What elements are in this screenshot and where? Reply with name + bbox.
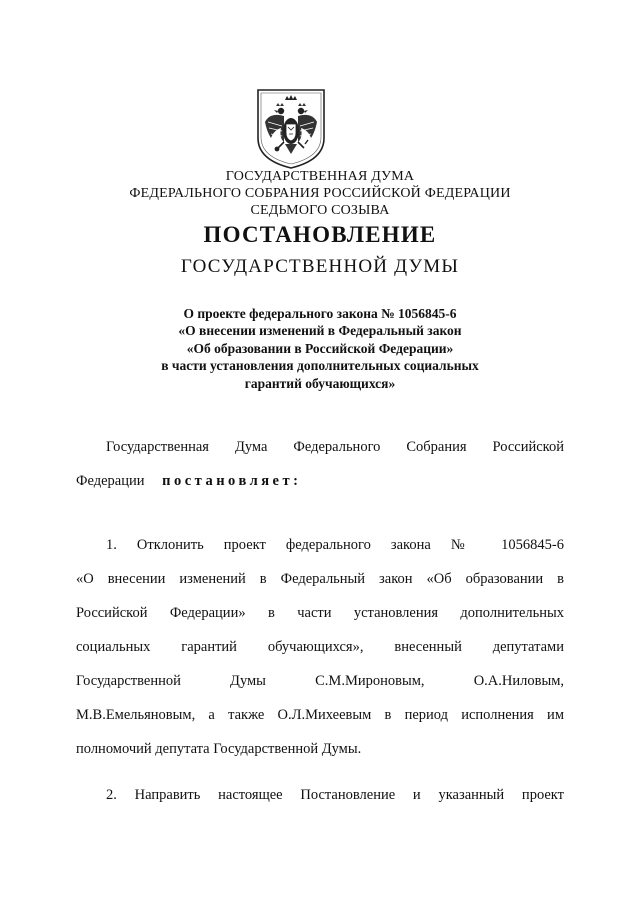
preamble-resolves: постановляет: xyxy=(162,473,302,489)
subject-line-1: О проекте федерального закона № 1056845-6 xyxy=(183,306,457,321)
item-2-line-1: 2. Направить настоящее Постановление и указанный проект xyxy=(106,787,564,803)
item-1-line-5: Государственной Думы С.М.Мироновым, О.А.Ниловым, xyxy=(76,673,564,689)
subject-line-5: гарантий обучающихся» xyxy=(244,375,396,391)
item-1-line-4: социальных гарантий обучающихся», внесенный депутатами xyxy=(76,639,564,655)
item-2-paragraph xyxy=(76,785,564,805)
issuer-line-3: СЕДЬМОГО СОЗЫВА xyxy=(250,203,390,218)
item-1-paragraph xyxy=(76,535,564,759)
document-subtitle: ГОСУДАРСТВЕННОЙ ДУМЫ xyxy=(180,256,460,277)
issuer-line-1: ГОСУДАРСТВЕННАЯ ДУМА xyxy=(225,169,415,184)
item-1-line-2: «О внесении изменений в Федеральный закон «Об образовании в xyxy=(76,571,564,587)
issuer-line-2: ФЕДЕРАЛЬНОГО СОБРАНИЯ РОССИЙСКОЙ ФЕДЕРАЦИИ xyxy=(129,186,511,201)
item-1-line-3: Российской Федерации» в части установления дополнительных xyxy=(76,605,564,621)
subject-line-4: в части установления дополнительных социальных xyxy=(161,358,479,374)
preamble-country: Федерации xyxy=(76,473,145,489)
preamble-line-2 xyxy=(76,471,564,491)
document-title: ПОСТАНОВЛЕНИЕ xyxy=(203,222,437,247)
issuer-header xyxy=(0,168,640,219)
subject-block xyxy=(0,305,640,392)
item-1-line-1: 1. Отклонить проект федерального закона № 1056845-6 xyxy=(106,537,564,553)
item-1-line-6: М.В.Емельяновым, а также О.Л.Михеевым в период исполнения им xyxy=(76,707,564,723)
preamble-paragraph xyxy=(76,437,564,491)
preamble-line-1: Государственная Дума Федерального Собрания Российской xyxy=(106,439,564,455)
subject-line-2: «О внесении изменений в Федеральный закон xyxy=(178,323,462,339)
subject-line-3: «Об образовании в Российской Федерации» xyxy=(186,340,454,356)
double-headed-eagle-coat-of-arms-icon xyxy=(254,86,328,170)
item-1-line-7: полномочий депутата Государственной Думы. xyxy=(76,741,362,757)
